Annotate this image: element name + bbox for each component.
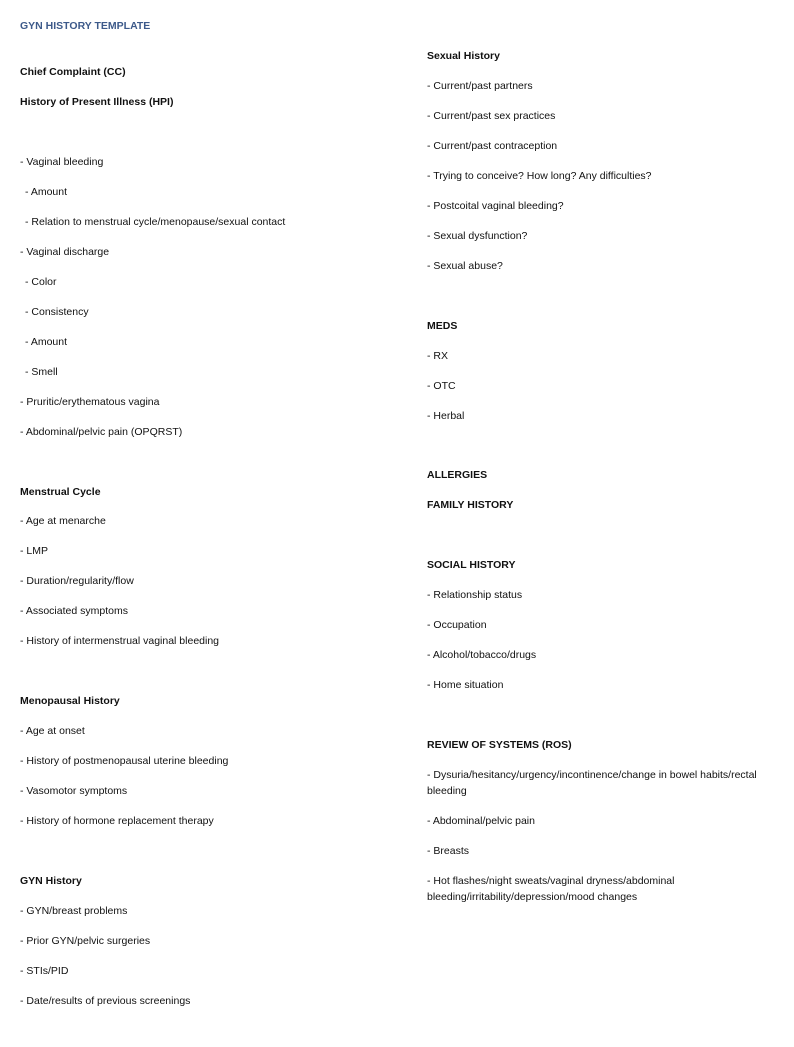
meds-item: - OTC xyxy=(427,380,456,392)
social-item: - Home situation xyxy=(427,679,504,691)
sexual-item: - Current/past partners xyxy=(427,80,533,92)
sexual-item: - Postcoital vaginal bleeding? xyxy=(427,200,564,212)
meds-item: - Herbal xyxy=(427,410,465,422)
hpi-item: - Vaginal discharge xyxy=(20,246,110,258)
menopausal-history-heading: Menopausal History xyxy=(20,695,120,707)
ros-heading: REVIEW OF SYSTEMS (ROS) xyxy=(427,739,572,751)
sexual-item: - Current/past contraception xyxy=(427,140,558,152)
hpi-heading: History of Present Illness (HPI) xyxy=(20,96,174,108)
sexual-history-heading: Sexual History xyxy=(427,50,500,62)
menstrual-item: - History of intermenstrual vaginal bleeding xyxy=(20,635,220,647)
ros-item: - Abdominal/pelvic pain xyxy=(427,815,535,827)
page-title: GYN HISTORY TEMPLATE xyxy=(20,20,151,32)
meds-item: - RX xyxy=(427,350,448,362)
menstrual-cycle-heading: Menstrual Cycle xyxy=(20,486,101,498)
gyn-item: - Prior GYN/pelvic surgeries xyxy=(20,935,151,947)
sexual-item: - Current/past sex practices xyxy=(427,110,556,122)
menstrual-item: - Duration/regularity/flow xyxy=(20,575,134,587)
allergies-heading: ALLERGIES xyxy=(427,469,488,481)
menopausal-item: - History of hormone replacement therapy xyxy=(20,815,214,827)
menopausal-item: - Age at onset xyxy=(20,725,85,737)
family-history-heading: FAMILY HISTORY xyxy=(427,499,514,511)
hpi-item: - Vaginal bleeding xyxy=(20,156,104,168)
gyn-item: - STIs/PID xyxy=(20,965,69,977)
gyn-item: - GYN/breast problems xyxy=(20,905,128,917)
hpi-subitem: - Amount xyxy=(25,336,68,348)
ros-item: - Hot flashes/night sweats/vaginal dryness/abdominal bleeding/irritability/depression/mood changes xyxy=(427,875,675,903)
meds-heading: MEDS xyxy=(427,320,458,332)
chief-complaint-heading: Chief Complaint (CC) xyxy=(20,66,126,78)
hpi-subitem: - Relation to menstrual cycle/menopause/sexual contact xyxy=(25,216,286,228)
social-item: - Relationship status xyxy=(427,589,523,601)
hpi-item: - Pruritic/erythematous vagina xyxy=(20,396,160,408)
gyn-history-heading: GYN History xyxy=(20,875,82,887)
hpi-item: - Abdominal/pelvic pain (OPQRST) xyxy=(20,426,183,438)
menopausal-item: - Vasomotor symptoms xyxy=(20,785,128,797)
social-item: - Occupation xyxy=(427,619,487,631)
hpi-subitem: - Smell xyxy=(25,366,58,378)
menstrual-item: - Associated symptoms xyxy=(20,605,128,617)
menstrual-item: - LMP xyxy=(20,545,49,557)
menstrual-item: - Age at menarche xyxy=(20,515,106,527)
sexual-item: - Sexual abuse? xyxy=(427,260,503,272)
hpi-subitem: - Amount xyxy=(25,186,68,198)
hpi-subitem: - Consistency xyxy=(25,306,89,318)
gyn-item: - Date/results of previous screenings xyxy=(20,995,191,1007)
social-history-heading: SOCIAL HISTORY xyxy=(427,559,516,571)
menopausal-item: - History of postmenopausal uterine bleeding xyxy=(20,755,229,767)
sexual-item: - Sexual dysfunction? xyxy=(427,230,528,242)
sexual-item: - Trying to conceive? How long? Any difficulties? xyxy=(427,170,652,182)
ros-item: - Breasts xyxy=(427,845,470,857)
ros-item: - Dysuria/hesitancy/urgency/incontinence/change in bowel habits/rectal bleeding xyxy=(427,769,757,797)
social-item: - Alcohol/tobacco/drugs xyxy=(427,649,537,661)
hpi-subitem: - Color xyxy=(25,276,57,288)
